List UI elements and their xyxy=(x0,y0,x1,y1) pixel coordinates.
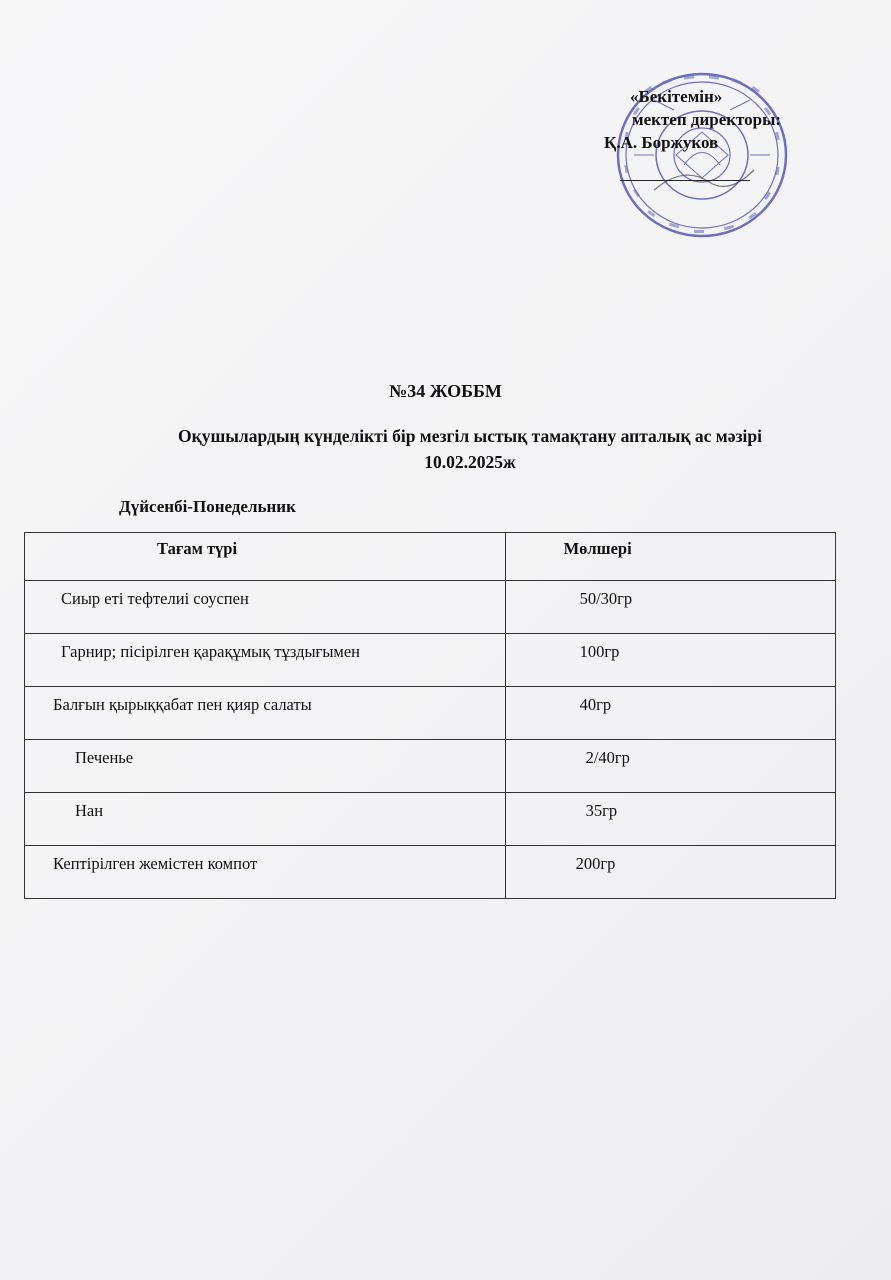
dish-amount: 200гр xyxy=(505,846,835,899)
approval-position: мектеп директоры: xyxy=(632,110,782,129)
dish-name: Кептірілген жемістен компот xyxy=(25,846,506,899)
dish-name: Нан xyxy=(25,793,506,846)
dish-name: Сиыр еті тефтелиі соуспен xyxy=(25,581,506,634)
table-header-row xyxy=(25,533,836,581)
menu-date: 10.02.2025ж xyxy=(424,452,516,472)
school-title: №34 ЖОББМ xyxy=(389,381,502,401)
table-row xyxy=(25,793,836,846)
table-row xyxy=(25,634,836,687)
dish-amount: 100гр xyxy=(505,634,835,687)
signature-line xyxy=(620,180,750,181)
table-row xyxy=(25,581,836,634)
approval-block xyxy=(600,85,840,154)
menu-description: Оқушылардың күнделікті бір мезгіл ыстық тамақтану апталық ас мәзірі xyxy=(178,426,762,446)
dish-name: Гарнир; пісірілген қарақұмық тұздығымен xyxy=(25,634,506,687)
header-dish-type: Тағам түрі xyxy=(25,533,506,581)
dish-amount: 40гр xyxy=(505,687,835,740)
dish-amount: 50/30гр xyxy=(505,581,835,634)
table-row xyxy=(25,687,836,740)
dish-name: Балғын қырыққабат пен қияр салаты xyxy=(25,687,506,740)
approval-director-name: Қ.А. Боржуков xyxy=(604,133,719,152)
dish-name: Печенье xyxy=(25,740,506,793)
dish-amount: 2/40гр xyxy=(505,740,835,793)
table-row xyxy=(25,846,836,899)
menu-table xyxy=(24,532,836,899)
table-row xyxy=(25,740,836,793)
approval-title: «Бекітемін» xyxy=(630,87,723,106)
header-amount: Мөлшері xyxy=(505,533,835,581)
menu-subtitle xyxy=(110,423,830,475)
dish-amount: 35гр xyxy=(505,793,835,846)
day-heading: Дүйсенбі-Понедельник xyxy=(119,497,296,516)
